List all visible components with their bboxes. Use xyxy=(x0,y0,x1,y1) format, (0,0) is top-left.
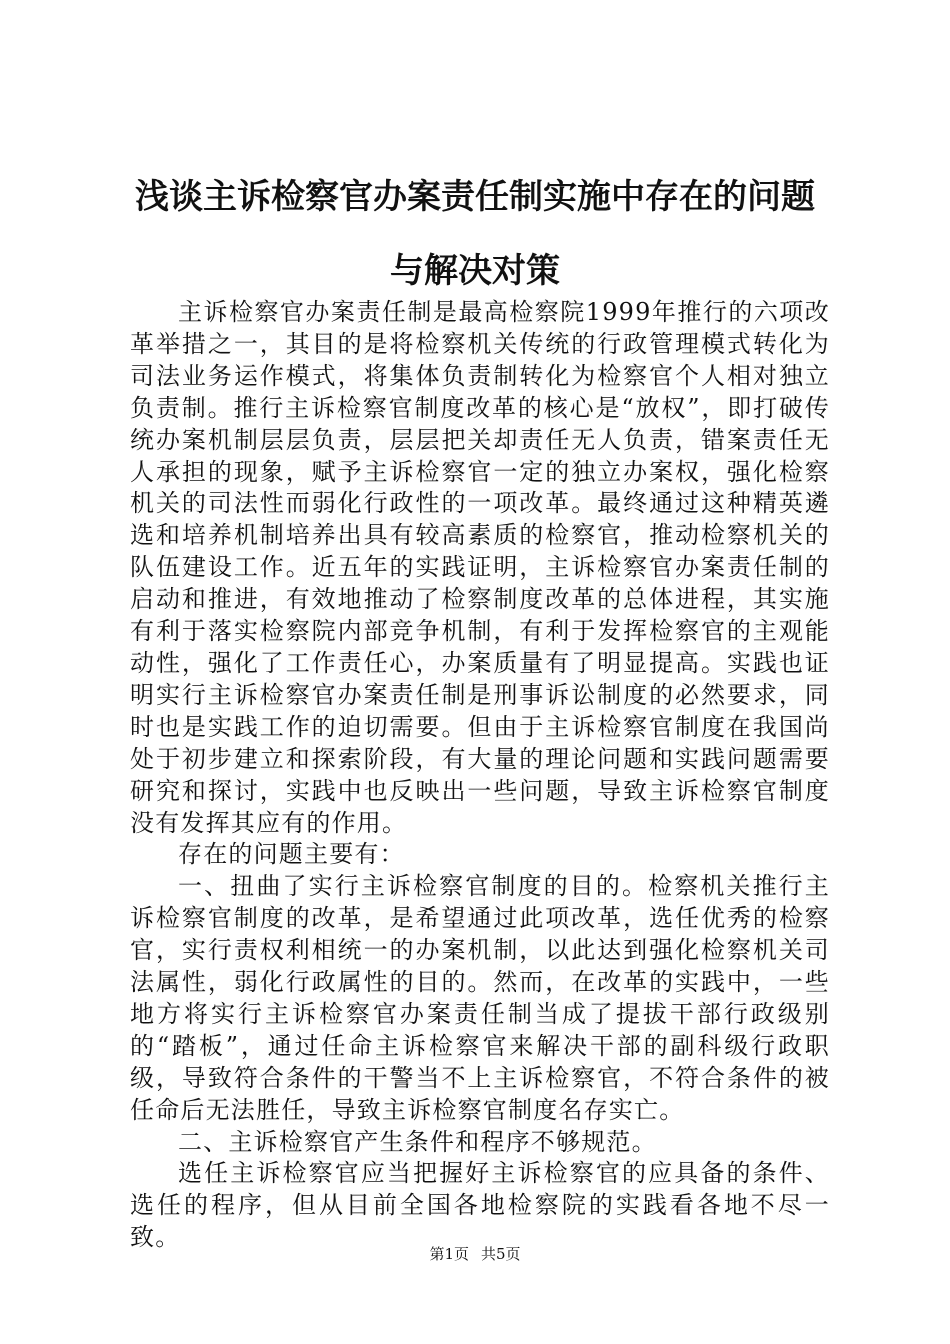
page-number: 第1页 xyxy=(429,1245,469,1263)
page-count: 共5页 xyxy=(481,1245,521,1263)
title-line-2: 与解决对策 xyxy=(390,251,560,291)
page-footer xyxy=(0,1244,950,1264)
title-line-1: 浅谈主诉检察官办案责任制实施中存在的问题 xyxy=(135,177,815,217)
paragraph-problem-two: 选任主诉检察官应当把握好主诉检察官的应具备的条件、选任的程序，但从目前全国各地检察院的实践看各地不尽一致。 xyxy=(130,1159,830,1252)
paragraph-problems-heading: 存在的问题主要有： xyxy=(178,840,405,869)
paragraph-problem-one: 一、扭曲了实行主诉检察官制度的目的。检察机关推行主诉检察官制度的改革，是希望通过此项改革，选任优秀的检察官，实行责权利相统一的办案机制，以此达到强化检察机关司法属性，弱化行政属性的目的。然而，在改革的实践中，一些地方将实行主诉检察官办案责任制当成了提拔干部行政级别的“踏板”，通过任命主诉检察官来解决干部的副科级行政职级，导致符合条件的干警当不上主诉检察官，不符合条件的被任命后无法胜任，导致主诉检察官制度名存实亡。 xyxy=(130,872,830,1124)
document-body xyxy=(130,297,830,1254)
document-title xyxy=(120,160,830,308)
paragraph-intro: 主诉检察官办案责任制是最高检察院1999年推行的六项改革举措之一，其目的是将检察机关传统的行政管理模式转化为司法业务运作模式，将集体负责制转化为检察官个人相对独立负责制。推行主诉检察官制度改革的核心是“放权”，即打破传统办案机制层层负责，层层把关却责任无人负责，错案责任无人承担的现象，赋予主诉检察官一定的独立办案权，强化检察机关的司法性而弱化行政性的一项改革。最终通过这种精英遴选和培养机制培养出具有较高素质的检察官，推动检察机关的队伍建设工作。近五年的实践证明，主诉检察官办案责任制的启动和推进，有效地推动了检察制度改革的总体进程，其实施有利于落实检察院内部竞争机制，有利于发挥检察官的主观能动性，强化了工作责任心，办案质量有了明显提高。实践也证明实行主诉检察官办案责任制是刑事诉讼制度的必然要求，同时也是实践工作的迫切需要。但由于主诉检察官制度在我国尚处于初步建立和探索阶段，有大量的理论问题和实践问题需要研究和探讨，实践中也反映出一些问题，导致主诉检察官制度没有发挥其应有的作用。 xyxy=(130,298,830,837)
paragraph-problem-two-heading: 二、主诉检察官产生条件和程序不够规范。 xyxy=(178,1127,657,1156)
